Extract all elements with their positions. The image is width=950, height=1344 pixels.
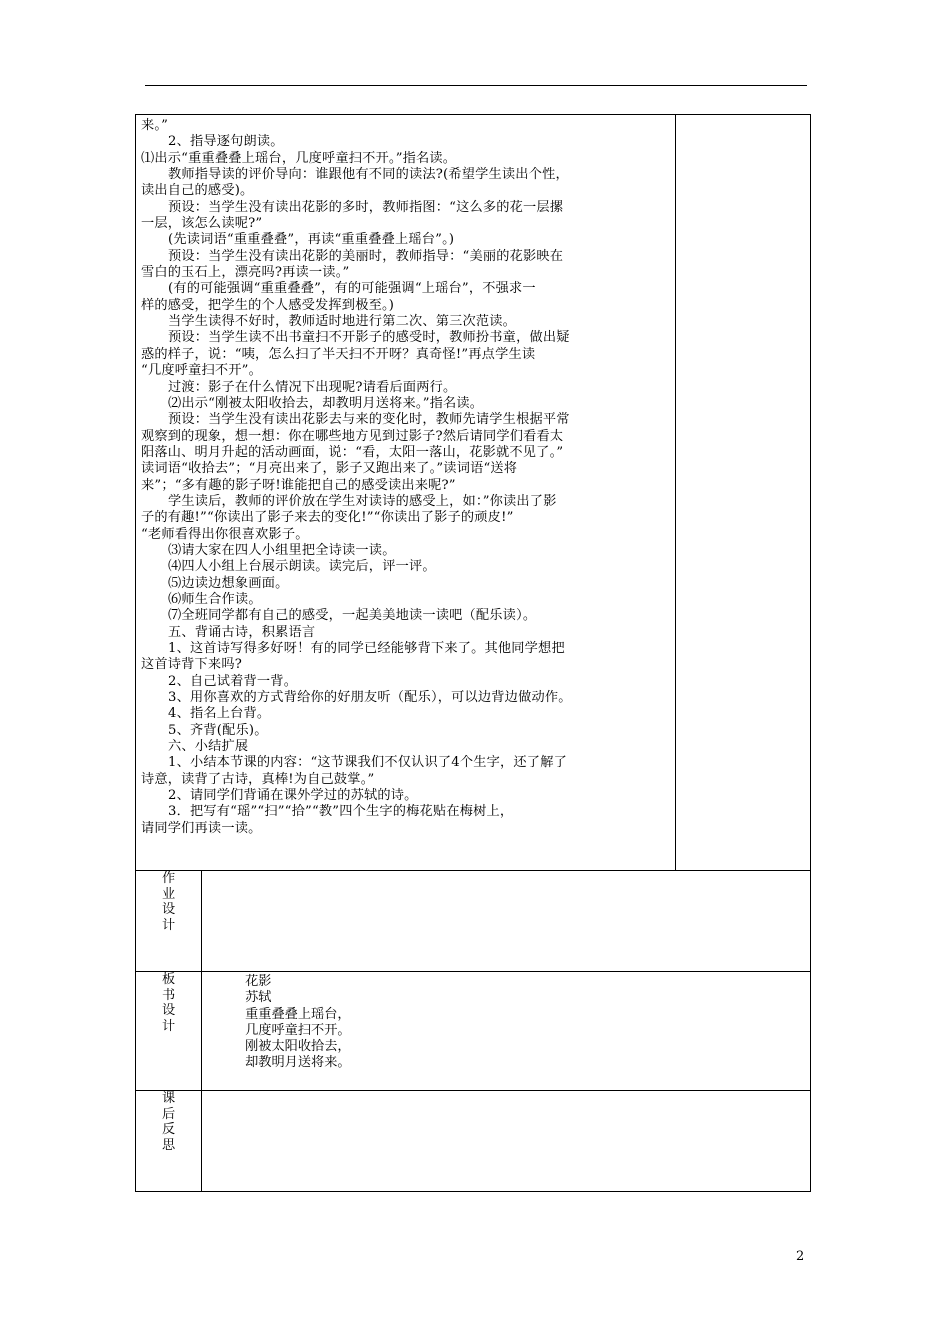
text-line: ⑷四人小组上台展示朗读。读完后，评一评。 xyxy=(168,559,436,575)
text-line: 4、指名上台背。 xyxy=(168,706,271,722)
homework-label: 作 业 设 计 xyxy=(161,871,176,933)
text-line: 来”；“多有趣的影子呀!谁能把自己的感受读出来呢?” xyxy=(141,477,456,493)
text-line: 3．把写有“瑶”“扫”“拾”“教”四个生字的梅花贴在梅树上， xyxy=(168,804,514,820)
text-line: 预设：当学生没有读出花影去与来的变化时，教师先请学生根据平常 xyxy=(168,412,570,428)
homework-row xyxy=(136,871,811,972)
text-line: 五、背诵古诗，积累语言 xyxy=(168,624,316,640)
text-line: ⑸边读边想象画面。 xyxy=(168,575,289,591)
teaching-process-row xyxy=(136,115,811,871)
side-notes-cell xyxy=(675,115,810,871)
text-line: 5、齐背(配乐)。 xyxy=(168,722,268,738)
text-line: 当学生读得不好时，教师适时地进行第二次、第三次范读。 xyxy=(168,314,517,330)
board-line: 却教明月送将来。 xyxy=(245,1055,351,1071)
text-line: 2、指导逐句朗读。 xyxy=(168,134,284,150)
text-line: “老师看得出你很喜欢影子。 xyxy=(141,526,309,542)
text-line: (先读词语“重重叠叠”，再读“重重叠叠上瑶台”。) xyxy=(168,232,455,248)
board-line: 刚被太阳收拾去， xyxy=(245,1039,351,1055)
text-line: 学生读后，教师的评价放在学生对读诗的感受上，如：”你读出了影 xyxy=(168,493,557,509)
text-line: 3、用你喜欢的方式背给你的好朋友听（配乐），可以边背边做动作。 xyxy=(168,690,572,706)
text-line: 这首诗背下来吗? xyxy=(141,657,242,673)
text-line: 2、请同学们背诵在课外学过的苏轼的诗。 xyxy=(168,788,418,804)
text-line: 阳落山、明月升起的活动画面，说：“看，太阳一落山，花影就不见了。” xyxy=(141,444,564,460)
header-rule xyxy=(145,85,807,86)
homework-content-cell xyxy=(202,871,811,972)
board-design-row xyxy=(136,972,811,1091)
reflection-row xyxy=(136,1091,811,1192)
text-line: 一层，该怎么读呢?” xyxy=(141,216,263,232)
board-label-cell xyxy=(136,972,202,1091)
homework-label-cell xyxy=(136,871,202,972)
text-line: 观察到的现象，想一想：你在哪些地方见到过影子?然后请同学们看看太 xyxy=(141,428,564,444)
text-line: ⑴出示“重重叠叠上瑶台，几度呼童扫不开。”指名读。 xyxy=(141,150,457,166)
text-line: ⑹师生合作读。 xyxy=(168,591,262,607)
text-line: 预设：当学生没有读出花影的美丽时，教师指导：“美丽的花影映在 xyxy=(168,248,564,264)
text-line: ⑺全班同学都有自己的感受，一起美美地读一读吧（配乐读）。 xyxy=(168,608,537,624)
board-poem xyxy=(202,972,810,1072)
text-line: 教师指导读的评价导向：谁跟他有不同的读法?(希望学生读出个性， xyxy=(168,167,569,183)
text-line: 1、这首诗写得多好呀！有的同学已经能够背下来了。其他同学想把 xyxy=(168,641,565,656)
text-line: 读出自己的感受)。 xyxy=(141,183,254,199)
text-line: 2、自己试着背一背。 xyxy=(168,673,298,689)
reflection-label-cell xyxy=(136,1091,202,1192)
board-label: 板 书 设 计 xyxy=(161,972,176,1034)
text-line: 来。” xyxy=(141,118,169,133)
text-line: 预设：当学生没有读出花影的多时，教师指图：“这么多的花一层摞 xyxy=(168,199,564,215)
text-line: “几度呼童扫不开”。 xyxy=(141,363,262,379)
text-line: 读词语“收拾去”；“月亮出来了，影子又跑出来了。”读词语“送将 xyxy=(141,461,518,477)
text-line: 子的有趣!”“你读出了影子来去的变化!”“你读出了影子的顽皮!” xyxy=(141,510,514,526)
teaching-process-cell xyxy=(136,115,676,871)
reflection-content-cell xyxy=(202,1091,811,1192)
text-line: 1、小结本节课的内容：“这节课我们不仅认识了4个生字，还了解了 xyxy=(168,755,567,771)
teaching-process-text xyxy=(136,115,675,870)
text-line: ⑵出示“刚被太阳收拾去，却教明月送将来。”指名读。 xyxy=(168,395,484,411)
text-line: 雪白的玉石上，漂亮吗?再读一读。” xyxy=(141,265,350,281)
text-line: 六、小结扩展 xyxy=(168,739,249,755)
page-number: 2 xyxy=(796,1249,805,1264)
text-line: 预设：当学生读不出书童扫不开影子的感受时，教师扮书童，做出疑 xyxy=(168,330,570,346)
reflection-label: 课 后 反 思 xyxy=(161,1091,176,1153)
board-line: 苏轼 xyxy=(245,990,272,1006)
text-line: 诗意，读背了古诗，真棒!为自己鼓掌。” xyxy=(141,771,375,787)
lesson-plan-table xyxy=(135,114,811,1192)
text-line: ⑶请大家在四人小组里把全诗读一读。 xyxy=(168,542,396,558)
board-line: 几度呼童扫不开。 xyxy=(245,1022,351,1038)
board-content-cell xyxy=(202,972,811,1091)
text-line: 惑的样子，说：“咦，怎么扫了半天扫不开呀？真奇怪!”再点学生读 xyxy=(141,346,536,362)
board-line: 花影 xyxy=(245,974,272,989)
text-line: (有的可能强调“重重叠叠”，有的可能强调“上瑶台”，不强求一 xyxy=(168,281,536,297)
text-line: 样的感受，把学生的个人感受发挥到极至。) xyxy=(141,297,395,313)
text-line: 过渡：影子在什么情况下出现呢?请看后面两行。 xyxy=(168,379,457,395)
board-line: 重重叠叠上瑶台， xyxy=(245,1006,351,1022)
text-line: 请同学们再读一读。 xyxy=(141,820,262,836)
